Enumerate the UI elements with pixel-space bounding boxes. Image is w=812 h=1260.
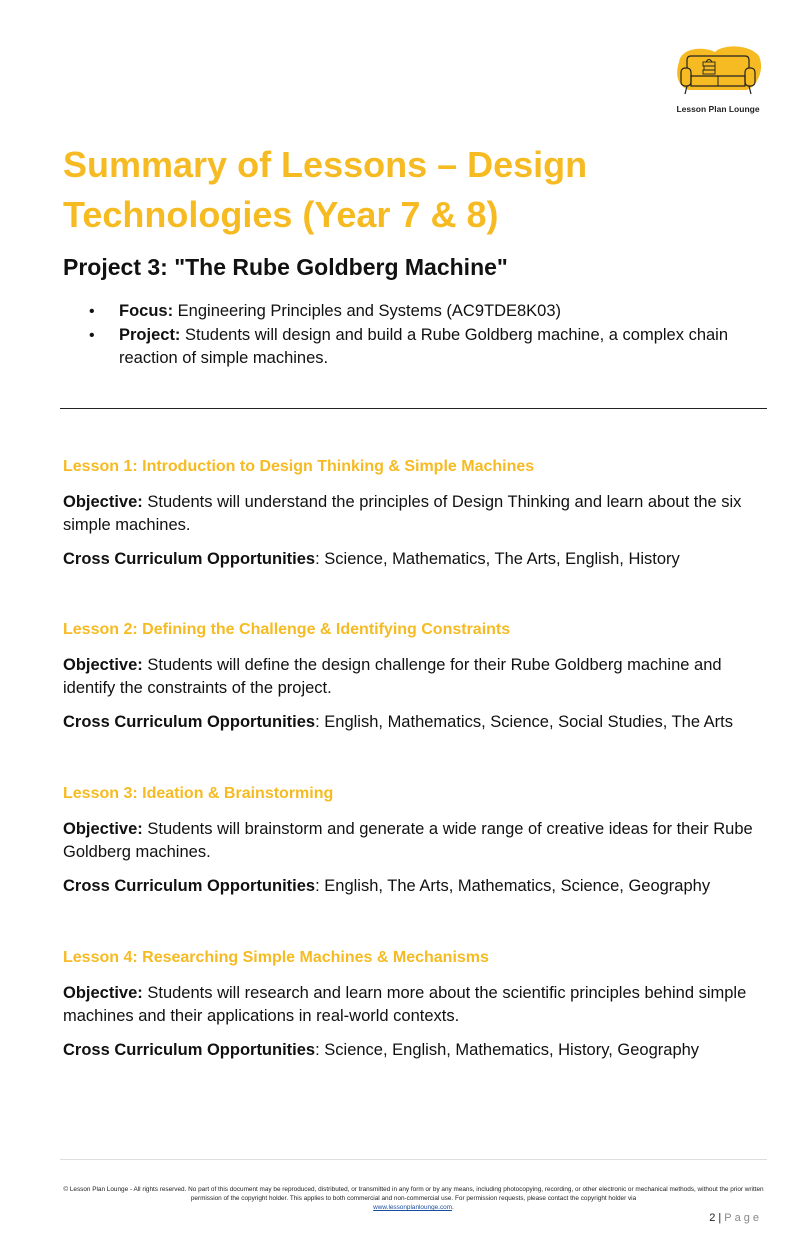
lesson-cross-curriculum (63, 711, 763, 734)
lesson-title: Lesson 1: Introduction to Design Thinking & Simple Machines (63, 458, 535, 475)
page-number-value: 2 (709, 1212, 716, 1224)
page-title: Summary of Lessons – Design Technologies (Year 7 & 8) (63, 144, 588, 235)
bullet-icon: • (89, 327, 95, 344)
objective-label: Objective: (63, 984, 143, 1002)
lesson-cross-curriculum (63, 548, 763, 571)
link-suffix: . (452, 1204, 454, 1211)
lesson-title: Lesson 2: Defining the Challenge & Identifying Constraints (63, 621, 511, 638)
cross-label: Cross Curriculum Opportunities (63, 550, 316, 568)
logo-text: Lesson Plan Lounge (676, 104, 760, 114)
focus-label: Focus: (119, 302, 174, 320)
cross-text: : Science, Mathematics, The Arts, English, History (315, 550, 680, 568)
focus-item (63, 300, 763, 323)
logo (672, 42, 764, 114)
cross-label: Cross Curriculum Opportunities (63, 713, 316, 731)
objective-label: Objective: (63, 493, 143, 511)
cross-text: : Science, English, Mathematics, History, Geography (315, 1041, 700, 1059)
project-text: Students will design and build a Rube Goldberg machine, a complex chain reaction of simple machines. (119, 326, 729, 367)
section-divider (60, 408, 767, 409)
copyright-text: © Lesson Plan Lounge - All rights reserved. No part of this document may be reproduced, distributed, or transmitted in any form or by any means, including photocopying, recording, or other electronic or mechanical methods, without the prior written permission of the copyright holder. This applies to both commercial and non-commercial use. For permission requests, please contact the copyright holder via (63, 1186, 764, 1202)
cross-label: Cross Curriculum Opportunities (63, 1041, 316, 1059)
objective-text: Students will brainstorm and generate a wide range of creative ideas for their Rube Goldberg machines. (63, 820, 753, 861)
sofa-icon (673, 42, 763, 102)
lesson-1 (63, 457, 763, 571)
cross-text: : English, Mathematics, Science, Social Studies, The Arts (315, 713, 733, 731)
objective-label: Objective: (63, 820, 143, 838)
footer-copyright (60, 1185, 767, 1212)
website-link[interactable]: www.lessonplanlounge.com (373, 1204, 453, 1211)
lesson-title: Lesson 4: Researching Simple Machines & Mechanisms (63, 949, 489, 966)
footer-divider (60, 1159, 767, 1160)
lesson-objective (63, 654, 763, 700)
lesson-3 (63, 784, 763, 898)
lesson-2 (63, 620, 763, 734)
lesson-objective (63, 818, 763, 864)
page-number (709, 1212, 762, 1224)
project-title: Project 3: "The Rube Goldberg Machine" (63, 254, 508, 280)
lesson-title: Lesson 3: Ideation & Brainstorming (63, 785, 334, 802)
bullet-icon: • (89, 303, 95, 320)
objective-text: Students will research and learn more about the scientific principles behind simple machines and their applications in real-world contexts. (63, 984, 747, 1025)
lesson-4 (63, 948, 763, 1062)
objective-text: Students will define the design challenge for their Rube Goldberg machine and identify the constraints of the project. (63, 656, 722, 697)
lesson-cross-curriculum (63, 1039, 763, 1062)
objective-label: Objective: (63, 656, 143, 674)
lesson-objective (63, 982, 763, 1028)
cross-label: Cross Curriculum Opportunities (63, 877, 316, 895)
page-word: Page (724, 1212, 762, 1224)
page-separator: | (715, 1212, 725, 1224)
project-item (63, 324, 763, 370)
lesson-objective (63, 491, 763, 537)
project-label: Project: (119, 326, 181, 344)
lesson-cross-curriculum (63, 875, 763, 898)
cross-text: : English, The Arts, Mathematics, Science, Geography (315, 877, 711, 895)
objective-text: Students will understand the principles of Design Thinking and learn about the six simple machines. (63, 493, 742, 534)
project-details-list (63, 300, 763, 371)
focus-text: Engineering Principles and Systems (AC9TDE8K03) (173, 302, 562, 320)
